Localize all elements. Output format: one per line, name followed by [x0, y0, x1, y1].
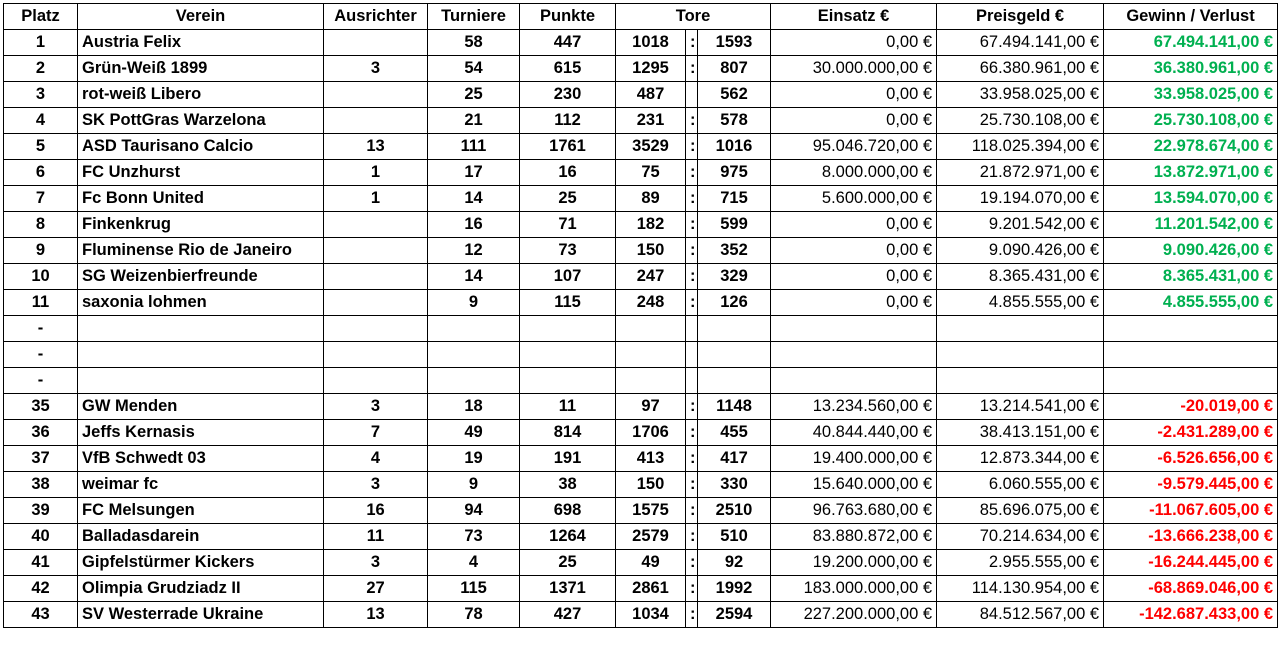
table-row	[4, 498, 1278, 524]
cell-tore-plus: 1034	[616, 602, 686, 628]
cell-preisgeld: 8.365.431,00 €	[937, 264, 1104, 290]
cell-gewinn	[1104, 368, 1278, 394]
header-einsatz: Einsatz €	[771, 4, 937, 30]
cell-tore-minus	[698, 368, 771, 394]
cell-turniere	[428, 316, 520, 342]
cell-gewinn: -68.869.046,00 €	[1104, 576, 1278, 602]
cell-tore-minus: 329	[698, 264, 771, 290]
header-turniere: Turniere	[428, 4, 520, 30]
cell-verein: Grün-Weiß 1899	[78, 56, 324, 82]
cell-tore-plus: 1575	[616, 498, 686, 524]
cell-tore-plus: 182	[616, 212, 686, 238]
cell-preisgeld: 25.730.108,00 €	[937, 108, 1104, 134]
cell-ausrichter	[324, 368, 428, 394]
cell-einsatz: 8.000.000,00 €	[771, 160, 937, 186]
cell-verein	[78, 368, 324, 394]
cell-verein: rot-weiß Libero	[78, 82, 324, 108]
cell-verein: Gipfelstürmer Kickers	[78, 550, 324, 576]
cell-platz: 37	[4, 446, 78, 472]
table-row	[4, 56, 1278, 82]
cell-tore-separator: :	[686, 446, 698, 472]
cell-platz: 35	[4, 394, 78, 420]
cell-tore-separator	[686, 368, 698, 394]
cell-gewinn: 11.201.542,00 €	[1104, 212, 1278, 238]
cell-platz: 8	[4, 212, 78, 238]
cell-tore-minus: 578	[698, 108, 771, 134]
cell-gewinn: -9.579.445,00 €	[1104, 472, 1278, 498]
cell-ausrichter: 1	[324, 160, 428, 186]
cell-platz: 43	[4, 602, 78, 628]
cell-einsatz	[771, 368, 937, 394]
cell-ausrichter: 1	[324, 186, 428, 212]
cell-punkte: 615	[520, 56, 616, 82]
cell-tore-plus: 49	[616, 550, 686, 576]
cell-einsatz: 0,00 €	[771, 290, 937, 316]
table-row	[4, 82, 1278, 108]
table-row	[4, 264, 1278, 290]
cell-tore-minus: 807	[698, 56, 771, 82]
cell-ausrichter: 3	[324, 394, 428, 420]
table-row	[4, 212, 1278, 238]
table-row	[4, 342, 1278, 368]
cell-einsatz: 95.046.720,00 €	[771, 134, 937, 160]
cell-einsatz: 0,00 €	[771, 82, 937, 108]
cell-platz: 6	[4, 160, 78, 186]
cell-ausrichter	[324, 316, 428, 342]
cell-punkte: 112	[520, 108, 616, 134]
cell-punkte: 230	[520, 82, 616, 108]
cell-tore-minus: 1593	[698, 30, 771, 56]
cell-verein: Balladasdarein	[78, 524, 324, 550]
cell-platz: 9	[4, 238, 78, 264]
cell-tore-minus: 1148	[698, 394, 771, 420]
cell-ausrichter	[324, 238, 428, 264]
cell-tore-separator: :	[686, 290, 698, 316]
cell-gewinn: -20.019,00 €	[1104, 394, 1278, 420]
cell-punkte: 427	[520, 602, 616, 628]
header-punkte: Punkte	[520, 4, 616, 30]
cell-tore-separator: :	[686, 30, 698, 56]
cell-preisgeld: 2.955.555,00 €	[937, 550, 1104, 576]
cell-tore-separator: :	[686, 394, 698, 420]
cell-ausrichter: 16	[324, 498, 428, 524]
cell-gewinn: -16.244.445,00 €	[1104, 550, 1278, 576]
table-row	[4, 420, 1278, 446]
cell-gewinn: 9.090.426,00 €	[1104, 238, 1278, 264]
cell-gewinn: 25.730.108,00 €	[1104, 108, 1278, 134]
cell-ausrichter	[324, 108, 428, 134]
cell-tore-plus: 150	[616, 238, 686, 264]
header-verein: Verein	[78, 4, 324, 30]
cell-preisgeld: 38.413.151,00 €	[937, 420, 1104, 446]
cell-verein: FC Unzhurst	[78, 160, 324, 186]
cell-tore-plus: 487	[616, 82, 686, 108]
cell-tore-plus: 1295	[616, 56, 686, 82]
cell-tore-minus	[698, 316, 771, 342]
cell-preisgeld: 85.696.075,00 €	[937, 498, 1104, 524]
cell-turniere	[428, 342, 520, 368]
cell-tore-separator: :	[686, 602, 698, 628]
cell-tore-separator: :	[686, 160, 698, 186]
cell-platz: 4	[4, 108, 78, 134]
cell-preisgeld: 19.194.070,00 €	[937, 186, 1104, 212]
cell-turniere: 19	[428, 446, 520, 472]
cell-gewinn: 13.594.070,00 €	[1104, 186, 1278, 212]
cell-punkte: 1264	[520, 524, 616, 550]
cell-gewinn	[1104, 342, 1278, 368]
cell-preisgeld: 33.958.025,00 €	[937, 82, 1104, 108]
cell-einsatz: 19.400.000,00 €	[771, 446, 937, 472]
table-row	[4, 368, 1278, 394]
cell-turniere: 9	[428, 472, 520, 498]
cell-platz: 40	[4, 524, 78, 550]
cell-tore-separator: :	[686, 264, 698, 290]
table-row	[4, 290, 1278, 316]
cell-turniere: 94	[428, 498, 520, 524]
cell-gewinn: -13.666.238,00 €	[1104, 524, 1278, 550]
cell-preisgeld: 9.201.542,00 €	[937, 212, 1104, 238]
table-row	[4, 524, 1278, 550]
cell-ausrichter: 3	[324, 56, 428, 82]
header-tore: Tore	[616, 4, 771, 30]
cell-punkte: 11	[520, 394, 616, 420]
cell-verein	[78, 316, 324, 342]
cell-tore-minus: 599	[698, 212, 771, 238]
cell-tore-separator: :	[686, 108, 698, 134]
cell-tore-plus: 75	[616, 160, 686, 186]
cell-turniere: 18	[428, 394, 520, 420]
cell-tore-minus: 352	[698, 238, 771, 264]
cell-tore-separator: :	[686, 212, 698, 238]
cell-punkte: 1761	[520, 134, 616, 160]
cell-tore-separator	[686, 82, 698, 108]
cell-tore-separator: :	[686, 238, 698, 264]
table-row	[4, 576, 1278, 602]
cell-ausrichter	[324, 264, 428, 290]
cell-ausrichter: 4	[324, 446, 428, 472]
cell-tore-plus: 248	[616, 290, 686, 316]
cell-turniere: 73	[428, 524, 520, 550]
cell-tore-separator: :	[686, 472, 698, 498]
cell-tore-separator: :	[686, 550, 698, 576]
cell-punkte	[520, 368, 616, 394]
cell-gewinn: -2.431.289,00 €	[1104, 420, 1278, 446]
cell-turniere: 115	[428, 576, 520, 602]
cell-preisgeld	[937, 342, 1104, 368]
cell-tore-separator: :	[686, 134, 698, 160]
cell-ausrichter: 13	[324, 602, 428, 628]
table-row	[4, 472, 1278, 498]
cell-gewinn: 4.855.555,00 €	[1104, 290, 1278, 316]
header-row	[4, 4, 1278, 30]
cell-einsatz	[771, 342, 937, 368]
cell-platz: 3	[4, 82, 78, 108]
cell-tore-plus: 247	[616, 264, 686, 290]
cell-gewinn: 13.872.971,00 €	[1104, 160, 1278, 186]
cell-tore-plus: 1018	[616, 30, 686, 56]
cell-preisgeld: 84.512.567,00 €	[937, 602, 1104, 628]
cell-platz: -	[4, 368, 78, 394]
cell-ausrichter: 27	[324, 576, 428, 602]
header-preisgeld: Preisgeld €	[937, 4, 1104, 30]
cell-verein: FC Melsungen	[78, 498, 324, 524]
cell-tore-minus: 455	[698, 420, 771, 446]
cell-tore-plus: 2861	[616, 576, 686, 602]
cell-tore-minus: 330	[698, 472, 771, 498]
cell-platz: 11	[4, 290, 78, 316]
cell-punkte: 814	[520, 420, 616, 446]
cell-verein: Jeffs Kernasis	[78, 420, 324, 446]
cell-preisgeld: 70.214.634,00 €	[937, 524, 1104, 550]
cell-punkte: 25	[520, 186, 616, 212]
cell-tore-separator	[686, 316, 698, 342]
cell-tore-minus: 1992	[698, 576, 771, 602]
cell-tore-minus: 92	[698, 550, 771, 576]
cell-turniere: 14	[428, 264, 520, 290]
table-row	[4, 160, 1278, 186]
cell-einsatz: 0,00 €	[771, 212, 937, 238]
cell-preisgeld	[937, 316, 1104, 342]
cell-turniere: 25	[428, 82, 520, 108]
cell-turniere: 21	[428, 108, 520, 134]
cell-tore-minus	[698, 342, 771, 368]
cell-tore-plus: 2579	[616, 524, 686, 550]
cell-verein: SV Westerrade Ukraine	[78, 602, 324, 628]
cell-turniere: 58	[428, 30, 520, 56]
cell-platz: 42	[4, 576, 78, 602]
cell-punkte: 16	[520, 160, 616, 186]
cell-platz: 1	[4, 30, 78, 56]
cell-tore-minus: 510	[698, 524, 771, 550]
table-row	[4, 186, 1278, 212]
cell-platz: 10	[4, 264, 78, 290]
cell-tore-minus: 562	[698, 82, 771, 108]
cell-einsatz	[771, 316, 937, 342]
table-row	[4, 316, 1278, 342]
cell-tore-plus	[616, 368, 686, 394]
table-row	[4, 134, 1278, 160]
cell-verein: Finkenkrug	[78, 212, 324, 238]
cell-einsatz: 0,00 €	[771, 264, 937, 290]
cell-platz: -	[4, 316, 78, 342]
cell-turniere: 54	[428, 56, 520, 82]
cell-tore-separator: :	[686, 524, 698, 550]
cell-gewinn: 36.380.961,00 €	[1104, 56, 1278, 82]
cell-turniere: 17	[428, 160, 520, 186]
cell-punkte: 115	[520, 290, 616, 316]
cell-einsatz: 30.000.000,00 €	[771, 56, 937, 82]
cell-punkte: 73	[520, 238, 616, 264]
cell-einsatz: 0,00 €	[771, 238, 937, 264]
cell-tore-separator: :	[686, 186, 698, 212]
cell-preisgeld: 66.380.961,00 €	[937, 56, 1104, 82]
cell-turniere: 14	[428, 186, 520, 212]
cell-platz: 41	[4, 550, 78, 576]
cell-tore-plus: 231	[616, 108, 686, 134]
cell-preisgeld: 12.873.344,00 €	[937, 446, 1104, 472]
cell-punkte	[520, 342, 616, 368]
cell-turniere	[428, 368, 520, 394]
cell-turniere: 49	[428, 420, 520, 446]
cell-tore-minus: 2510	[698, 498, 771, 524]
cell-ausrichter: 3	[324, 550, 428, 576]
cell-verein: SK PottGras Warzelona	[78, 108, 324, 134]
cell-preisgeld: 4.855.555,00 €	[937, 290, 1104, 316]
cell-tore-plus: 3529	[616, 134, 686, 160]
cell-ausrichter	[324, 82, 428, 108]
cell-gewinn: 22.978.674,00 €	[1104, 134, 1278, 160]
cell-platz: 5	[4, 134, 78, 160]
cell-tore-plus: 1706	[616, 420, 686, 446]
cell-preisgeld: 13.214.541,00 €	[937, 394, 1104, 420]
table-row	[4, 394, 1278, 420]
header-ausrichter: Ausrichter	[324, 4, 428, 30]
cell-tore-minus: 2594	[698, 602, 771, 628]
cell-einsatz: 96.763.680,00 €	[771, 498, 937, 524]
cell-preisgeld: 67.494.141,00 €	[937, 30, 1104, 56]
cell-verein: ASD Taurisano Calcio	[78, 134, 324, 160]
cell-punkte: 191	[520, 446, 616, 472]
cell-verein: SG Weizenbierfreunde	[78, 264, 324, 290]
cell-gewinn: 67.494.141,00 €	[1104, 30, 1278, 56]
cell-gewinn: -6.526.656,00 €	[1104, 446, 1278, 472]
cell-ausrichter	[324, 342, 428, 368]
cell-gewinn: 33.958.025,00 €	[1104, 82, 1278, 108]
cell-punkte: 38	[520, 472, 616, 498]
cell-punkte: 698	[520, 498, 616, 524]
cell-einsatz: 15.640.000,00 €	[771, 472, 937, 498]
cell-turniere: 16	[428, 212, 520, 238]
cell-tore-separator: :	[686, 498, 698, 524]
cell-einsatz: 5.600.000,00 €	[771, 186, 937, 212]
cell-ausrichter: 11	[324, 524, 428, 550]
cell-tore-separator: :	[686, 56, 698, 82]
cell-tore-plus	[616, 342, 686, 368]
cell-punkte	[520, 316, 616, 342]
cell-ausrichter	[324, 212, 428, 238]
cell-einsatz: 0,00 €	[771, 30, 937, 56]
cell-tore-minus: 1016	[698, 134, 771, 160]
cell-tore-plus: 97	[616, 394, 686, 420]
cell-tore-plus: 413	[616, 446, 686, 472]
cell-gewinn: 8.365.431,00 €	[1104, 264, 1278, 290]
cell-tore-minus: 975	[698, 160, 771, 186]
cell-tore-minus: 417	[698, 446, 771, 472]
cell-turniere: 111	[428, 134, 520, 160]
cell-verein: Fc Bonn United	[78, 186, 324, 212]
cell-tore-separator: :	[686, 420, 698, 446]
cell-tore-minus: 126	[698, 290, 771, 316]
cell-einsatz: 227.200.000,00 €	[771, 602, 937, 628]
table-row	[4, 602, 1278, 628]
table-row	[4, 550, 1278, 576]
table-row	[4, 446, 1278, 472]
cell-ausrichter	[324, 30, 428, 56]
cell-tore-separator	[686, 342, 698, 368]
cell-platz: 39	[4, 498, 78, 524]
standings-table	[3, 3, 1278, 628]
cell-punkte: 25	[520, 550, 616, 576]
cell-tore-plus: 89	[616, 186, 686, 212]
cell-punkte: 71	[520, 212, 616, 238]
cell-verein: saxonia lohmen	[78, 290, 324, 316]
cell-einsatz: 83.880.872,00 €	[771, 524, 937, 550]
standings-body	[4, 30, 1278, 628]
cell-tore-separator: :	[686, 576, 698, 602]
cell-turniere: 12	[428, 238, 520, 264]
cell-ausrichter: 7	[324, 420, 428, 446]
cell-turniere: 9	[428, 290, 520, 316]
cell-platz: 2	[4, 56, 78, 82]
cell-gewinn	[1104, 316, 1278, 342]
cell-verein	[78, 342, 324, 368]
cell-preisgeld: 21.872.971,00 €	[937, 160, 1104, 186]
cell-platz: 7	[4, 186, 78, 212]
cell-preisgeld: 9.090.426,00 €	[937, 238, 1104, 264]
cell-verein: GW Menden	[78, 394, 324, 420]
cell-verein: VfB Schwedt 03	[78, 446, 324, 472]
header-gewinn: Gewinn / Verlust	[1104, 4, 1278, 30]
cell-punkte: 1371	[520, 576, 616, 602]
cell-preisgeld: 114.130.954,00 €	[937, 576, 1104, 602]
cell-verein: Fluminense Rio de Janeiro	[78, 238, 324, 264]
cell-preisgeld: 118.025.394,00 €	[937, 134, 1104, 160]
cell-verein: weimar fc	[78, 472, 324, 498]
header-platz: Platz	[4, 4, 78, 30]
cell-turniere: 78	[428, 602, 520, 628]
table-row	[4, 238, 1278, 264]
cell-platz: 38	[4, 472, 78, 498]
cell-tore-plus	[616, 316, 686, 342]
cell-preisgeld	[937, 368, 1104, 394]
cell-tore-plus: 150	[616, 472, 686, 498]
cell-ausrichter: 3	[324, 472, 428, 498]
cell-einsatz: 19.200.000,00 €	[771, 550, 937, 576]
table-row	[4, 108, 1278, 134]
cell-verein: Olimpia Grudziadz II	[78, 576, 324, 602]
cell-preisgeld: 6.060.555,00 €	[937, 472, 1104, 498]
cell-einsatz: 40.844.440,00 €	[771, 420, 937, 446]
cell-ausrichter	[324, 290, 428, 316]
cell-gewinn: -11.067.605,00 €	[1104, 498, 1278, 524]
table-row	[4, 30, 1278, 56]
cell-verein: Austria Felix	[78, 30, 324, 56]
cell-punkte: 447	[520, 30, 616, 56]
cell-tore-minus: 715	[698, 186, 771, 212]
cell-platz: 36	[4, 420, 78, 446]
cell-einsatz: 0,00 €	[771, 108, 937, 134]
cell-gewinn: -142.687.433,00 €	[1104, 602, 1278, 628]
cell-einsatz: 13.234.560,00 €	[771, 394, 937, 420]
cell-ausrichter: 13	[324, 134, 428, 160]
cell-einsatz: 183.000.000,00 €	[771, 576, 937, 602]
cell-punkte: 107	[520, 264, 616, 290]
cell-turniere: 4	[428, 550, 520, 576]
cell-platz: -	[4, 342, 78, 368]
